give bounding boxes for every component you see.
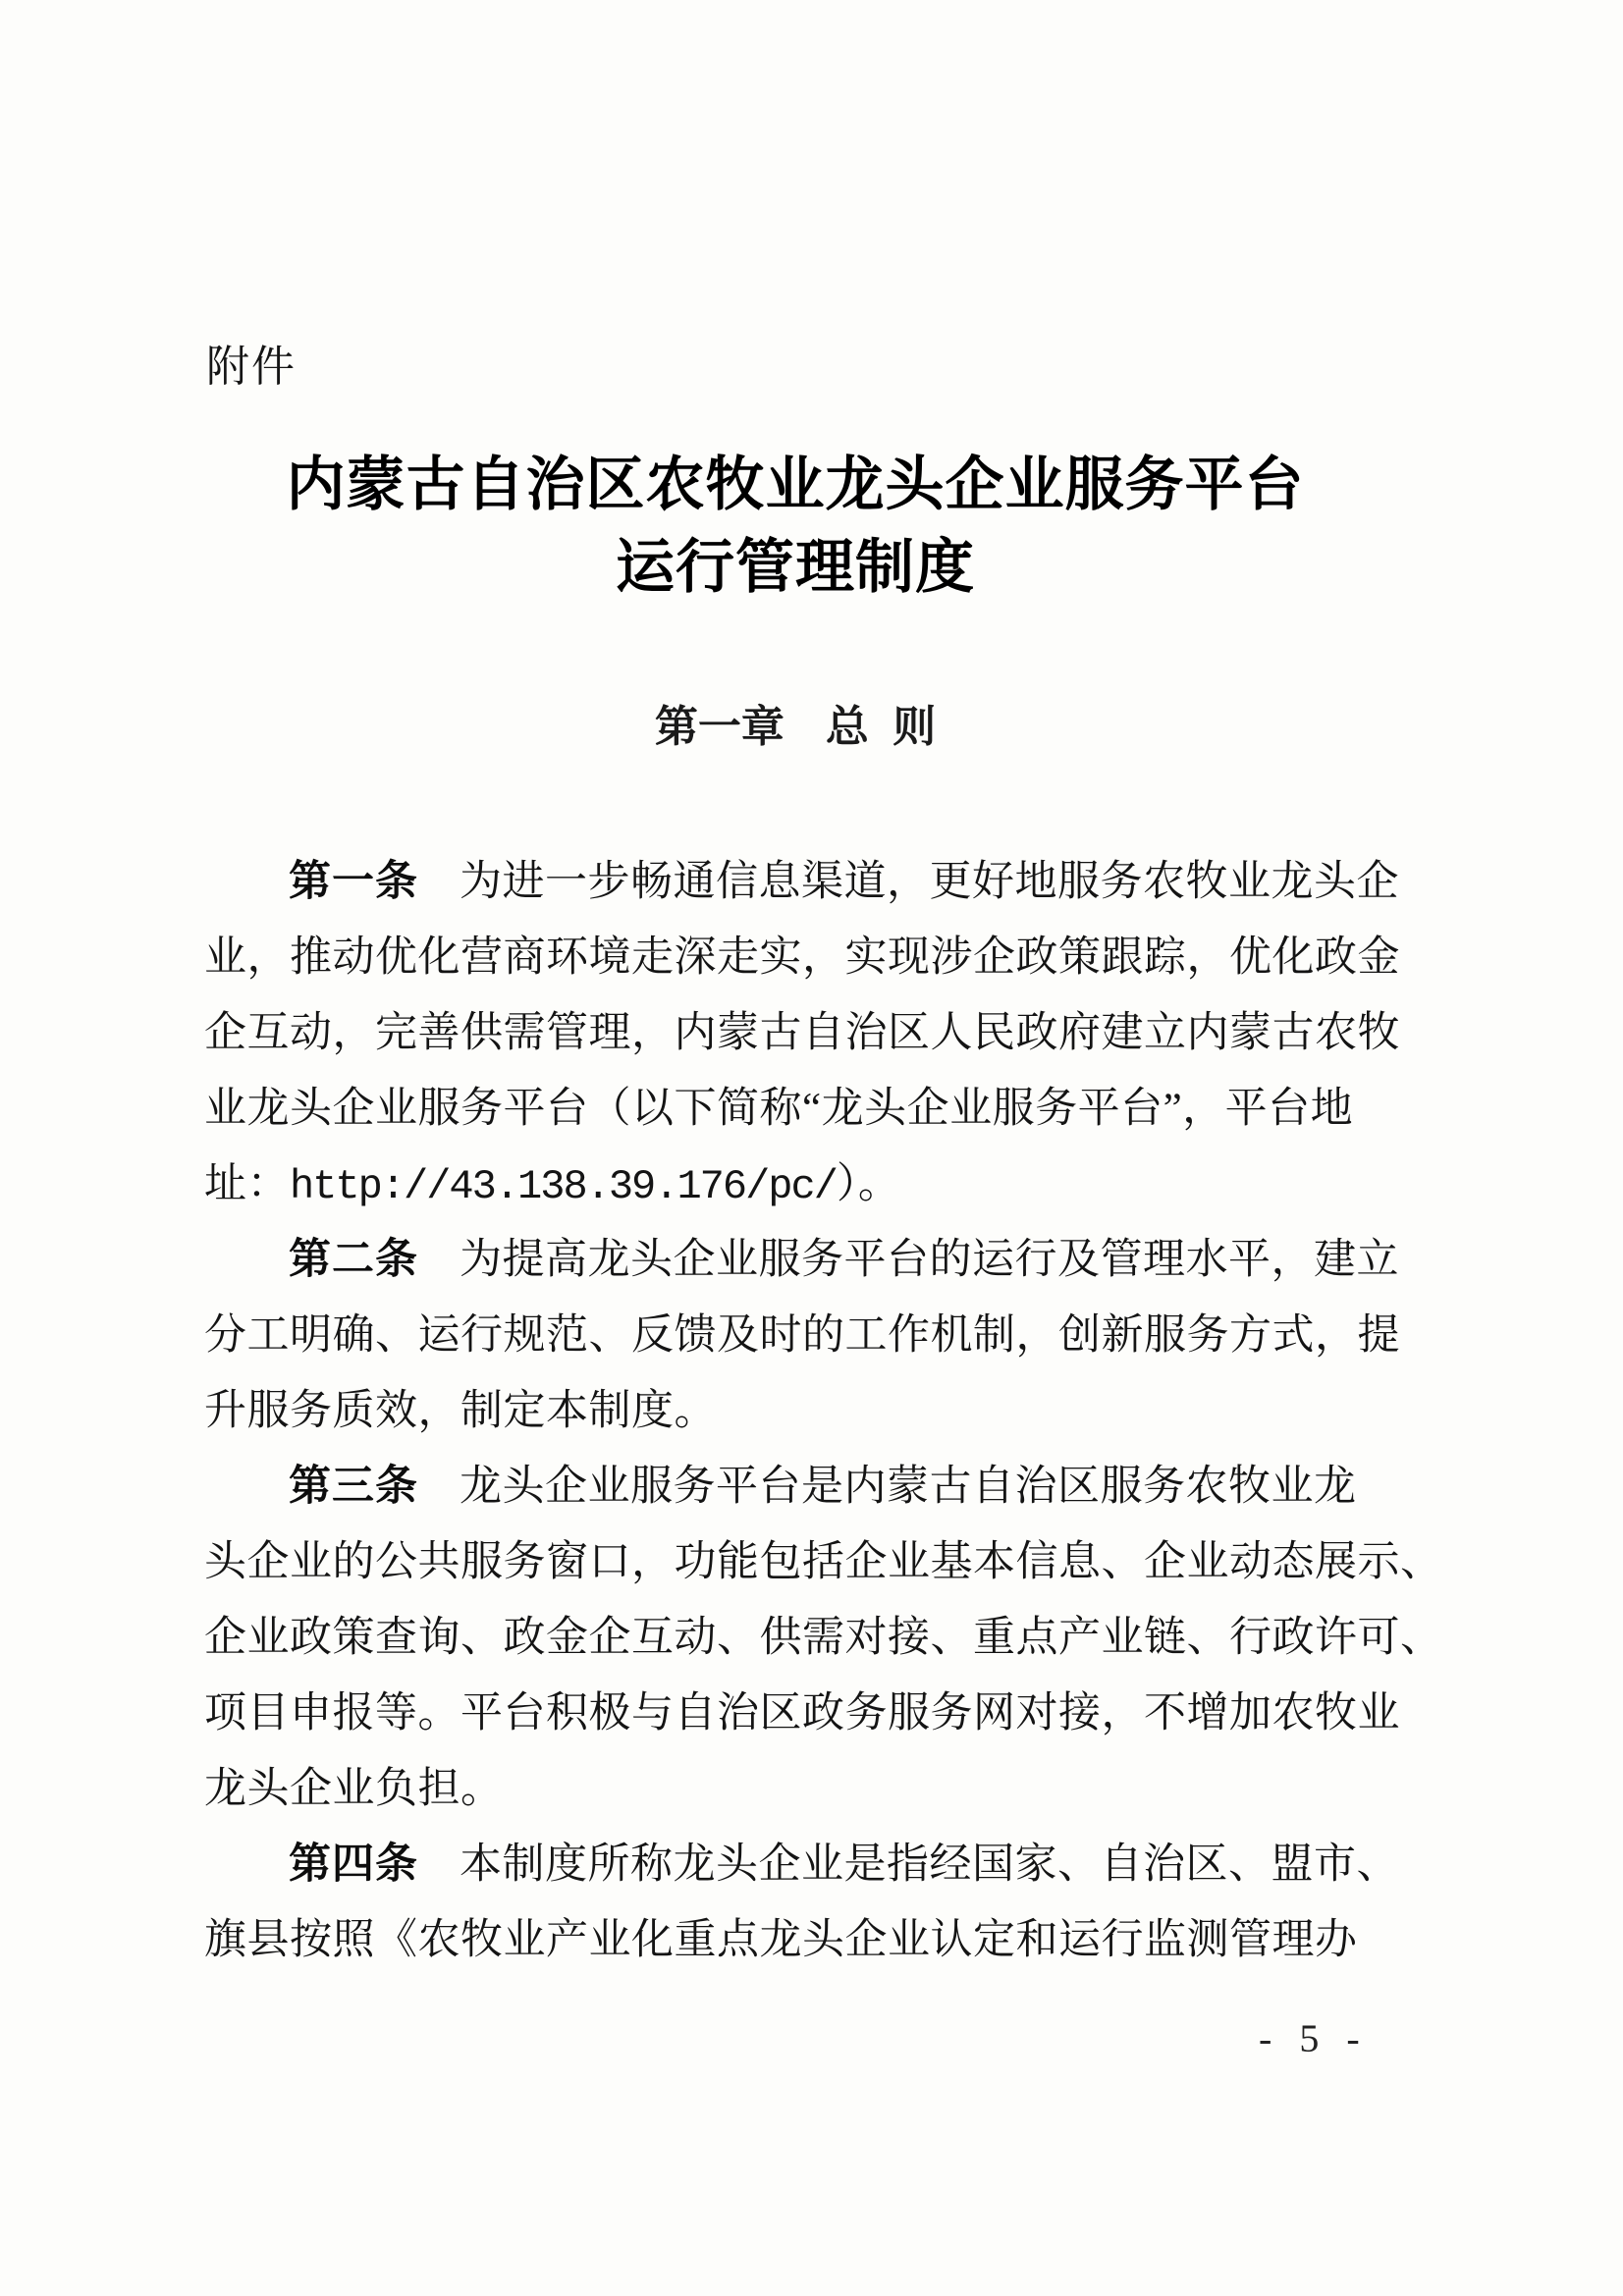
platform-url: http://43.138.39.176/pc/ [290, 1163, 837, 1210]
document-body [204, 844, 1443, 1978]
body-line: 头企业的公共服务窗口，功能包括企业基本信息、企业动态展示、 [204, 1539, 1443, 1585]
title-line-2: 运行管理制度 [616, 535, 975, 600]
article-number: 第二条 [289, 1236, 418, 1283]
body-line-text: 为提高龙头企业服务平台的运行及管理水平，建立 [460, 1237, 1399, 1283]
body-line: 升服务质效，制定本制度。 [204, 1388, 717, 1434]
body-line [204, 1449, 1394, 1524]
body-line-text: 本制度所称龙头企业是指经国家、自治区、盟市、 [460, 1842, 1399, 1888]
body-line: 业龙头企业服务平台（以下简称“龙头企业服务平台”，平台地 [204, 1086, 1354, 1132]
chapter-number: 第一章 [654, 703, 784, 751]
body-line: 龙头企业负担。 [204, 1766, 504, 1812]
body-line [204, 1827, 1399, 1902]
body-line: 旗县按照《农牧业产业化重点龙头企业认定和运行监测管理办 [204, 1917, 1358, 1963]
body-line-text: 龙头企业服务平台是内蒙古自治区服务农牧业龙 [460, 1464, 1357, 1510]
chapter-title: 总 则 [825, 703, 937, 751]
page-number: - 5 - [1259, 2016, 1365, 2060]
chapter-heading [0, 699, 1591, 756]
article-number: 第三条 [289, 1463, 418, 1510]
body-line: 企业政策查询、政金企互动、供需对接、重点产业链、行政许可、 [204, 1615, 1443, 1661]
body-line [204, 1147, 1394, 1222]
body-line-text: 址： [204, 1161, 290, 1207]
attachment-label: 附件 [206, 343, 297, 391]
body-line-text: 为进一步畅通信息渠道，更好地服务农牧业龙头企 [460, 859, 1399, 905]
article-number: 第四条 [289, 1841, 418, 1888]
body-line [204, 844, 1399, 920]
body-line: 项目申报等。平台积极与自治区政务服务网对接，不增加农牧业 [204, 1690, 1400, 1736]
article-number: 第一条 [289, 858, 418, 905]
body-line: 企互动，完善供需管理，内蒙古自治区人民政府建立内蒙古农牧 [204, 1010, 1400, 1056]
body-line-text: ）。 [836, 1161, 901, 1207]
body-line: 业，推动优化营商环境走深走实，实现涉企政策跟踪，优化政金 [204, 934, 1400, 981]
body-line [204, 1222, 1399, 1298]
title-line-1: 内蒙古自治区农牧业龙头企业服务平台 [286, 453, 1305, 517]
document-title [0, 444, 1591, 609]
body-line: 分工明确、运行规范、反馈及时的工作机制，创新服务方式，提 [204, 1312, 1400, 1359]
